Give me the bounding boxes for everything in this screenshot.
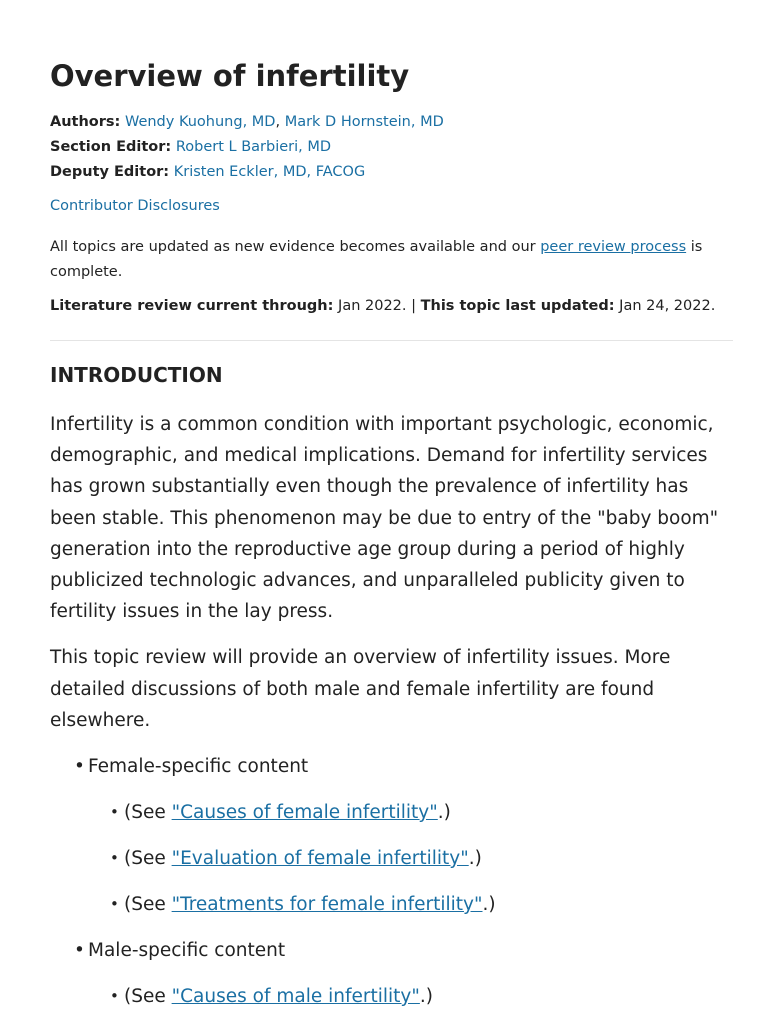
section-divider <box>50 340 733 341</box>
list-item <box>110 797 733 828</box>
review-dates <box>50 294 733 318</box>
introduction-heading: INTRODUCTION <box>50 363 223 387</box>
contributor-disclosures-link[interactable]: Contributor Disclosures <box>50 198 220 214</box>
author-link-kuohung[interactable]: Wendy Kuohung, MD <box>124 114 276 130</box>
article-metadata <box>50 110 733 185</box>
list-item <box>110 889 733 920</box>
list-item <box>110 843 733 874</box>
female-topics-sublist <box>88 797 733 920</box>
last-updated-value: Jan 24, 2022. <box>614 298 716 314</box>
article-title: Overview of infertility <box>50 59 410 93</box>
introduction-paragraph-1: Infertility is a common condition with important psychologic, economic, demographic, and medical implications. Demand for infertility services has grown substantially even though the prevalence of infertility has been stable. This phenomenon may be due to entry of the "baby boom" generation into the reproductive age group during a period of highly publicized technologic advances, and unparalleled publicity given to fertility issues in the lay press. <box>50 414 719 623</box>
treatments-female-infertility-link[interactable]: "Treatments for female infertility" <box>171 894 483 916</box>
evaluation-female-infertility-link[interactable]: "Evaluation of female infertility" <box>171 848 469 870</box>
list-item-male-content <box>74 935 733 1012</box>
causes-male-infertility-link[interactable]: "Causes of male infertility" <box>171 986 420 1008</box>
author-link-hornstein[interactable]: Mark D Hornstein, MD <box>284 114 444 130</box>
list-item-female-content <box>74 751 733 920</box>
see-prefix: (See <box>124 986 172 1008</box>
lit-review-label: Literature review current through: <box>50 298 334 314</box>
related-topics-list <box>50 751 733 1012</box>
see-prefix: (See <box>124 894 172 916</box>
introduction-paragraph-2: This topic review will provide an overview of infertility issues. More detailed discussions of both male and female infertility are found elsewhere. <box>50 647 671 731</box>
section-editor-link[interactable]: Robert L Barbieri, MD <box>175 139 332 155</box>
see-suffix: .) <box>419 986 433 1008</box>
authors-row <box>50 110 733 135</box>
deputy-editor-row <box>50 160 733 185</box>
deputy-editor-link[interactable]: Kristen Eckler, MD, FACOG <box>173 164 366 180</box>
see-prefix: (See <box>124 848 172 870</box>
peer-review-process-link[interactable]: peer review process <box>540 239 687 255</box>
see-suffix: .) <box>437 802 451 824</box>
notice-text-before: All topics are updated as new evidence becomes available and our <box>50 239 541 255</box>
male-topics-sublist <box>88 981 733 1012</box>
introduction-body <box>50 409 733 1012</box>
list-item <box>110 981 733 1012</box>
male-content-label: Male-specific content <box>88 940 286 962</box>
last-updated-label: This topic last updated: <box>420 298 615 314</box>
causes-female-infertility-link[interactable]: "Causes of female infertility" <box>171 802 438 824</box>
authors-separator: , <box>275 114 285 130</box>
section-editor-label: Section Editor: <box>50 139 172 155</box>
section-editor-row <box>50 135 733 160</box>
see-suffix: .) <box>482 894 496 916</box>
see-prefix: (See <box>124 802 172 824</box>
see-suffix: .) <box>468 848 482 870</box>
authors-label: Authors: <box>50 114 121 130</box>
update-notice <box>50 235 733 285</box>
deputy-editor-label: Deputy Editor: <box>50 164 170 180</box>
notice-text-after: is complete. <box>50 239 703 280</box>
lit-review-value: Jan 2022. | <box>333 298 421 314</box>
female-content-label: Female-specific content <box>88 756 309 778</box>
